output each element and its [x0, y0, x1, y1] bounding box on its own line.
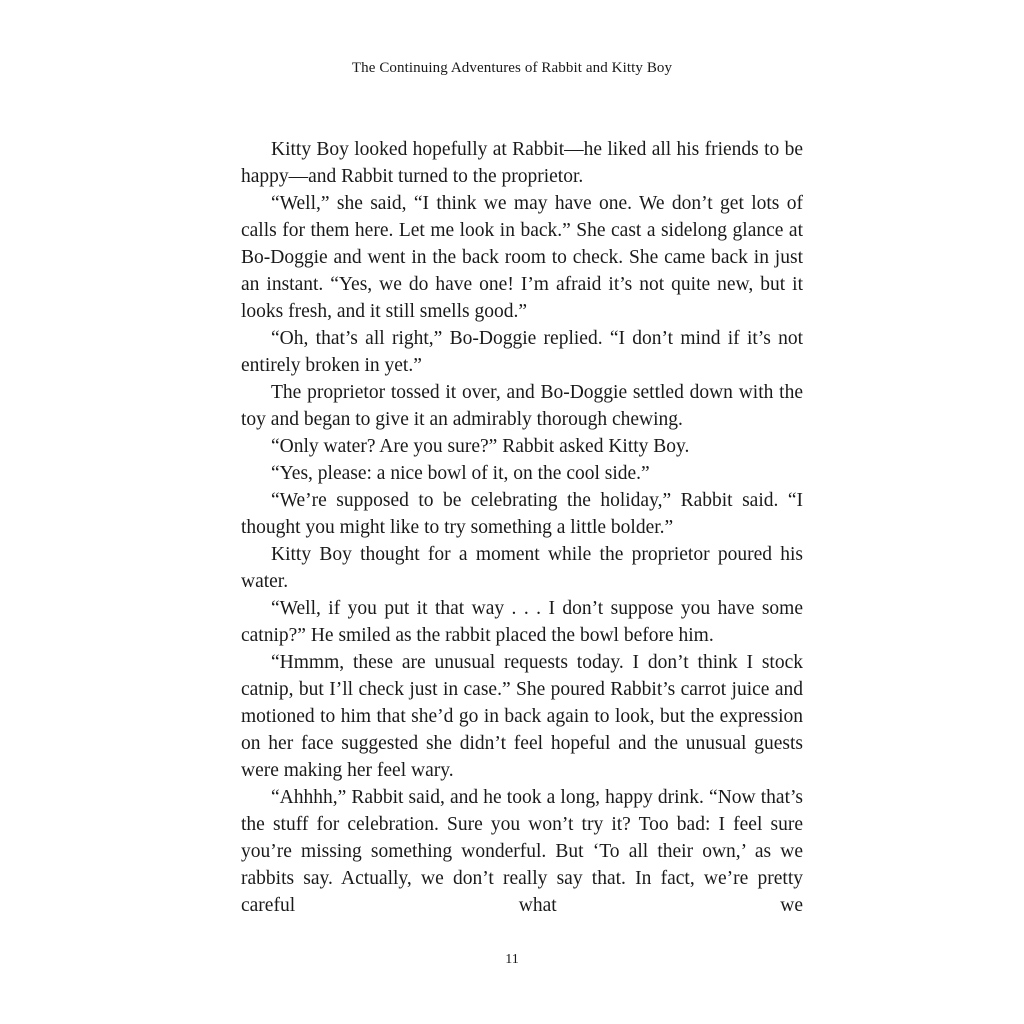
paragraph: “Only water? Are you sure?” Rabbit asked Kitty Boy. — [271, 436, 690, 457]
paragraph: “Yes, please: a nice bowl of it, on the cool side.” — [271, 463, 650, 484]
page-number: 11 — [505, 952, 519, 967]
running-head: The Continuing Adventures of Rabbit and Kitty Boy — [351, 60, 673, 76]
paragraph: “We’re supposed to be celebrating the holiday,” Rabbit said. “I thought you might like to try something a little bolder.” — [241, 490, 803, 538]
paragraph: “Well,” she said, “I think we may have one. We don’t get lots of calls for them here. Let me look in back.” She cast a sidelong glance at Bo-Doggie and went in the back room to check. She came back in just an instant. “Yes, we do have one! I’m afraid it’s not quite new, but it looks fresh, and it still smells good.” — [241, 193, 803, 322]
paragraph: “Hmmm, these are unusual requests today. I don’t think I stock catnip, but I’ll check just in case.” She poured Rabbit’s carrot juice and motioned to him that she’d go in back again to look, but the expression on her face suggested she didn’t feel hopeful and the unusual guests were making her feel wary. — [241, 652, 803, 781]
paragraph: “Well, if you put it that way . . . I don’t suppose you have some catnip?” He smiled as the rabbit placed the bowl before him. — [241, 598, 803, 646]
body-text — [241, 136, 803, 919]
paragraph: The proprietor tossed it over, and Bo-Doggie settled down with the toy and began to give it an admirably thorough chewing. — [241, 382, 803, 430]
paragraph: “Oh, that’s all right,” Bo-Doggie replied. “I don’t mind if it’s not entirely broken in yet.” — [241, 328, 803, 376]
paragraph: Kitty Boy thought for a moment while the proprietor poured his water. — [241, 544, 803, 592]
paragraph: “Ahhhh,” Rabbit said, and he took a long, happy drink. “Now that’s the stuff for celebration. Sure you won’t try it? Too bad: I feel sure you’re missing something wonderful. But ‘To all their own,’ as we rabbits say. Actually, we don’t really say that. In fact, we’re pretty careful what we — [241, 787, 803, 916]
paragraph: Kitty Boy looked hopefully at Rabbit—he liked all his friends to be happy—and Rabbit turned to the proprietor. — [241, 139, 803, 187]
